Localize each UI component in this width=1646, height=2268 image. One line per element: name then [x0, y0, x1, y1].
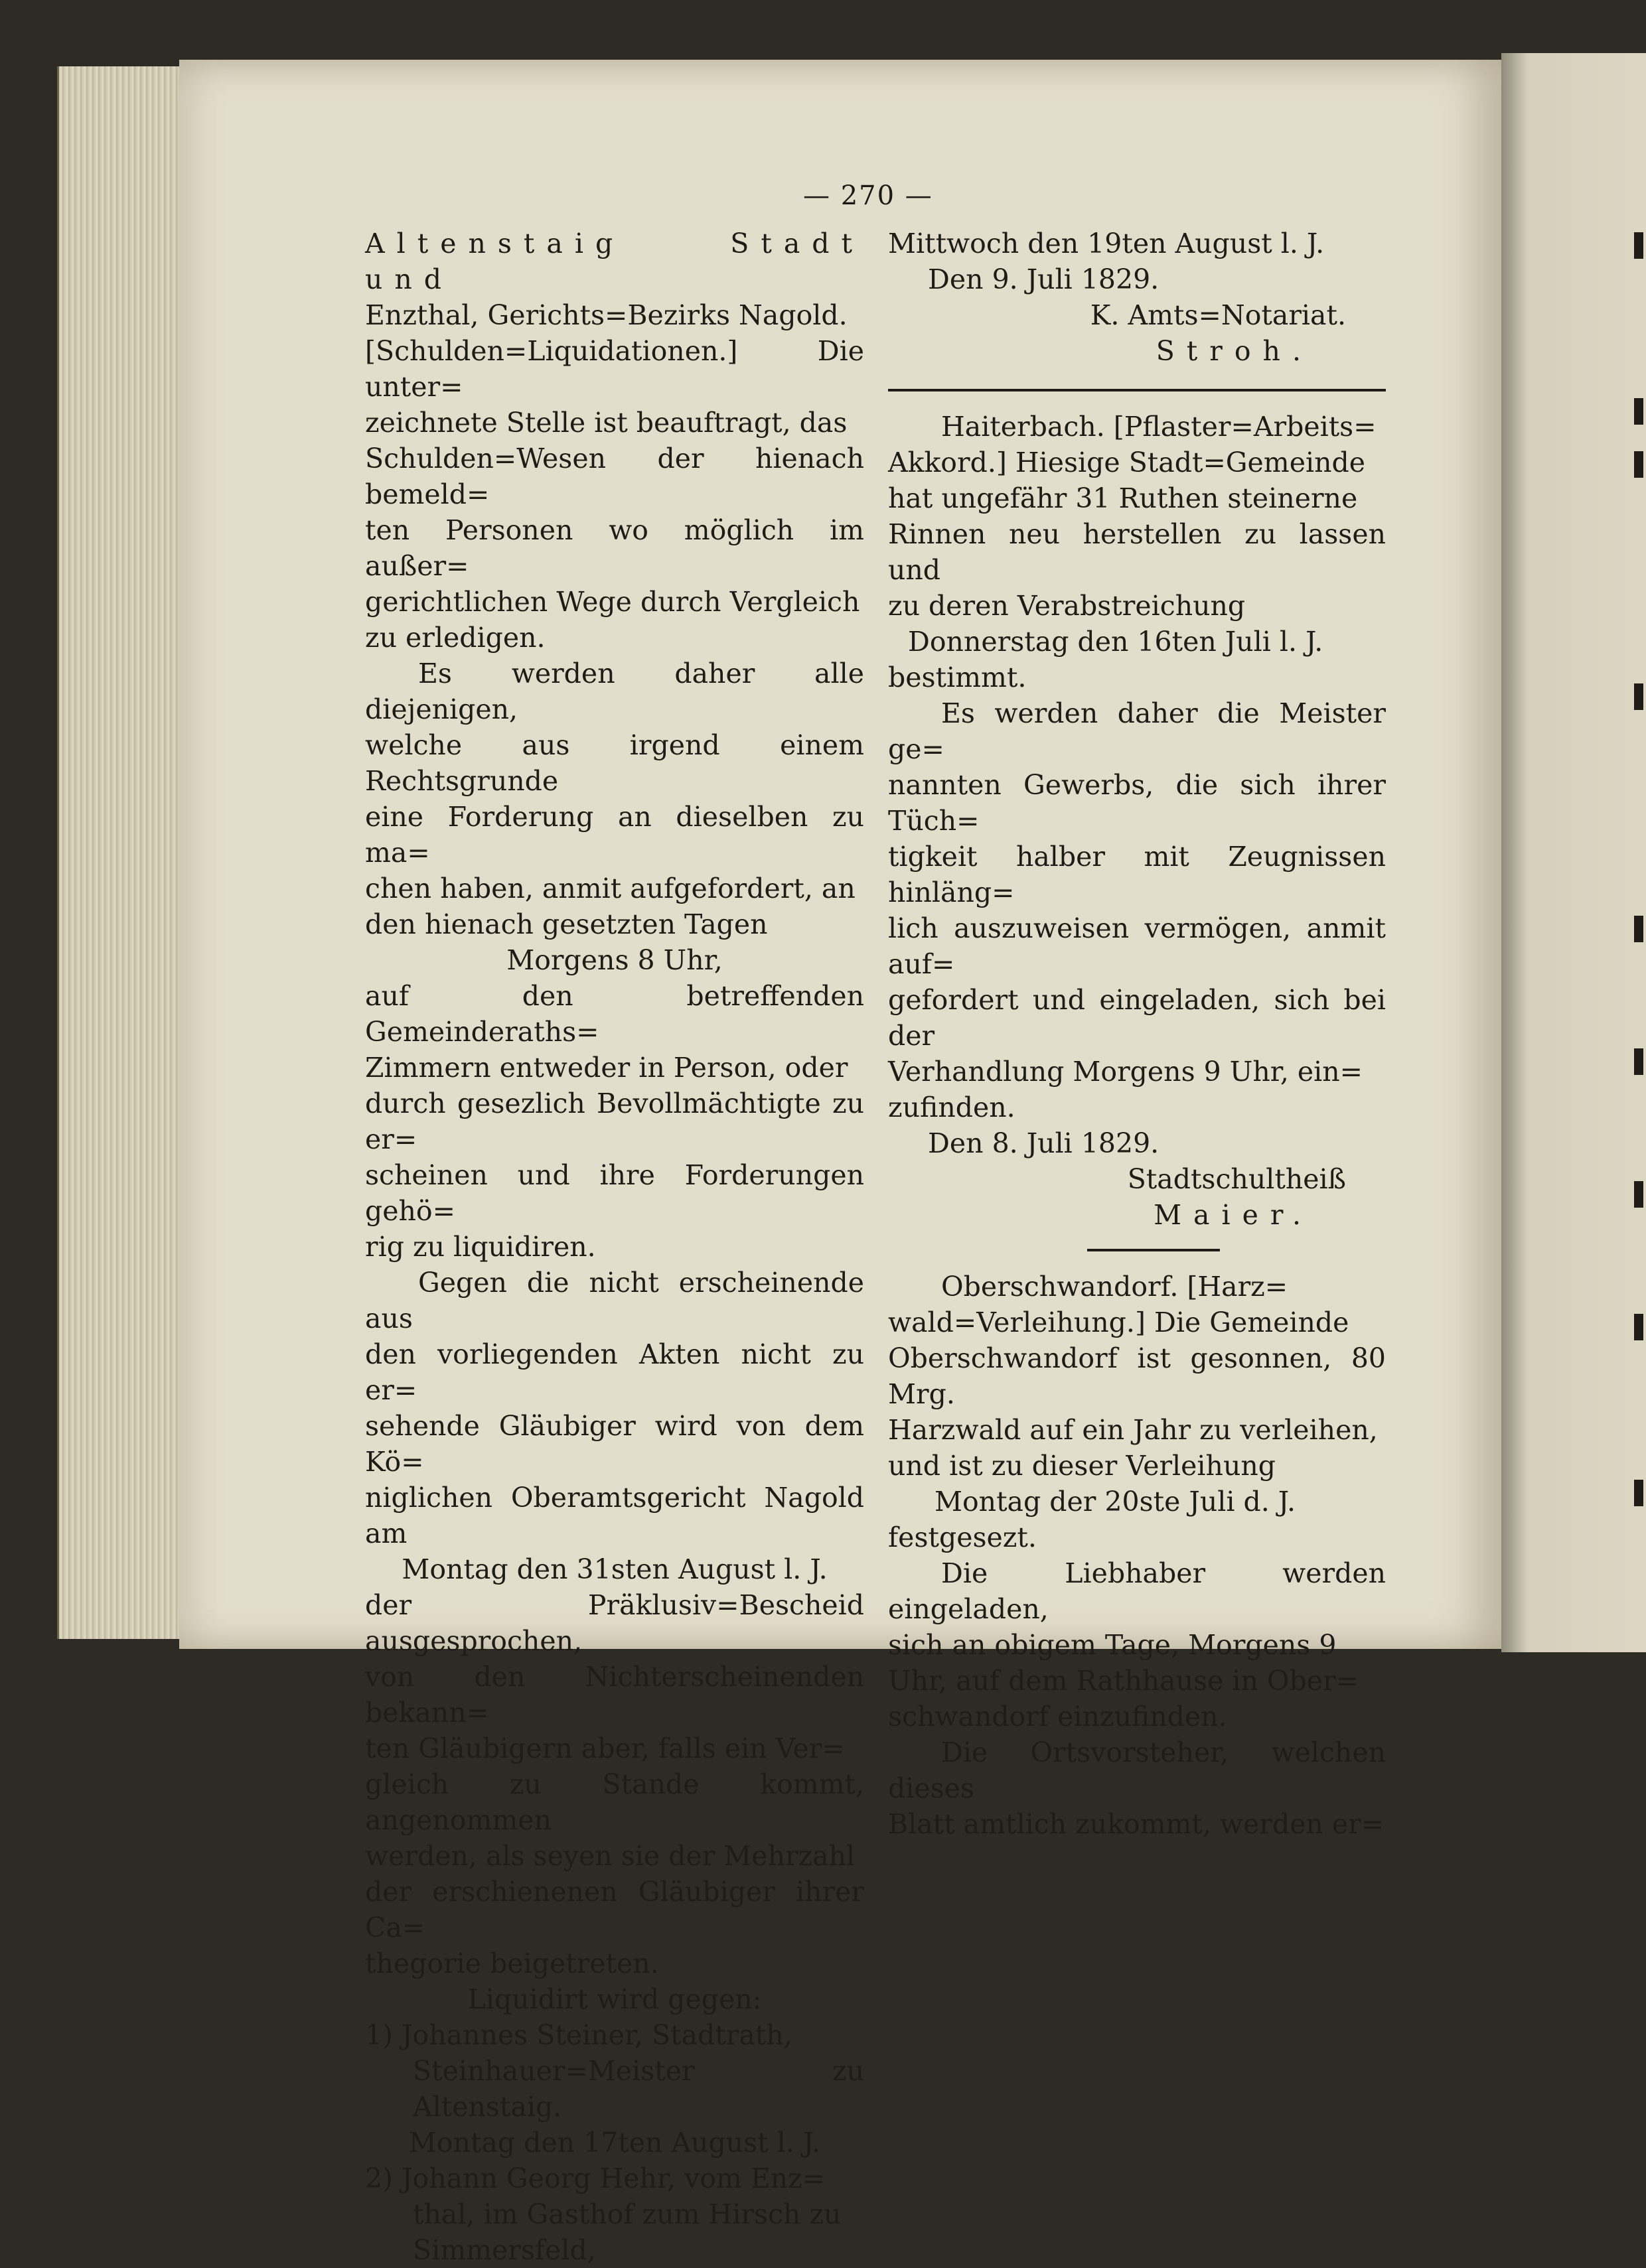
adjacent-text-fragment — [1634, 916, 1643, 942]
list-item: 1) Johannes Steiner, Stadtrath, — [365, 2019, 792, 2051]
text-line: Die Liebhaber werden eingeladen, — [888, 1557, 1386, 1625]
text-line: gleich zu Stande kommt, angenommen — [365, 1768, 864, 1836]
date-line: Montag den 31sten August l. J. — [402, 1553, 828, 1585]
text-line: auf den betreffenden Gemeinderaths= — [365, 980, 864, 1048]
text-line: eine Forderung an dieselben zu ma= — [365, 801, 864, 869]
text-line: Uhr, auf dem Rathhause in Ober= — [888, 1665, 1359, 1697]
list-item-continued: thal, im Gasthof zum Hirsch zu — [413, 2198, 842, 2230]
text-line: Zimmern entweder in Person, oder — [365, 1052, 848, 1084]
right-column — [888, 226, 1386, 1842]
text-line: tigkeit halber mit Zeugnissen hinläng= — [888, 841, 1386, 908]
adjacent-text-fragment — [1634, 1181, 1643, 1208]
date-line: Montag der 20ste Juli d. J. — [935, 1486, 1296, 1518]
adjacent-text-fragment — [1634, 683, 1643, 710]
text-line: sehende Gläubiger wird von dem Kö= — [365, 1410, 864, 1478]
signature: Stroh. — [1156, 335, 1313, 367]
text-line: Die Ortsvorsteher, welchen dieses — [888, 1736, 1386, 1804]
adjacent-text-fragment — [1634, 232, 1643, 259]
left-column — [365, 226, 864, 2268]
text-line: rig zu liquidiren. — [365, 1231, 596, 1263]
text-line: Verhandlung Morgens 9 Uhr, ein= — [888, 1056, 1363, 1088]
text-line: ten Gläubigern aber, falls ein Ver= — [365, 1733, 845, 1764]
text-line: schwandorf einzufinden. — [888, 1701, 1227, 1733]
time-line: Morgens 8 Uhr, — [506, 944, 723, 976]
text-line: Gegen die nicht erscheinende aus — [365, 1267, 864, 1334]
text-line: Enzthal, Gerichts=Bezirks Nagold. — [365, 299, 848, 331]
text-line: den vorliegenden Akten nicht zu er= — [365, 1338, 864, 1406]
text-line: werden, als seyen sie der Mehrzahl — [365, 1840, 856, 1872]
text-line: zu erledigen. — [365, 622, 546, 654]
office-line: K. Amts=Notariat. — [1090, 299, 1346, 331]
date-line: Mittwoch den 19ten August l. J. — [888, 228, 1325, 259]
text-line: lich auszuweisen vermögen, anmit auf= — [888, 912, 1386, 980]
text-line: Haiterbach. [Pflaster=Arbeits= — [941, 411, 1377, 443]
text-line: sich an obigem Tage, Morgens 9 — [888, 1629, 1337, 1661]
adjacent-text-fragment — [1634, 451, 1643, 478]
text-line: zu deren Verabstreichung — [888, 590, 1246, 622]
date-line: Donnerstag den 16ten Juli l. J. — [908, 626, 1323, 658]
text-line: durch gesezlich Bevollmächtigte zu er= — [365, 1088, 864, 1155]
page-number: — 270 — — [803, 180, 933, 211]
text-line: ten Personen wo möglich im außer= — [365, 514, 864, 582]
text-line: niglichen Oberamtsgericht Nagold am — [365, 1482, 864, 1549]
text-line: der Präklusiv=Bescheid ausgesprochen, — [365, 1589, 864, 1657]
text-line: welche aus irgend einem Rechtsgrunde — [365, 729, 864, 797]
text-line: Oberschwandorf ist gesonnen, 80 Mrg. — [888, 1342, 1386, 1410]
text-line: Schulden=Wesen der hienach bemeld= — [365, 443, 864, 510]
adjacent-page — [1501, 53, 1646, 1652]
text-line: chen haben, anmit aufgefordert, an — [365, 873, 856, 904]
dated-line: Den 8. Juli 1829. — [928, 1127, 1160, 1159]
text-line: nannten Gewerbs, die sich ihrer Tüch= — [888, 769, 1386, 837]
text-line: zufinden. — [888, 1092, 1015, 1123]
text-line: Rinnen neu herstellen zu lassen und — [888, 518, 1386, 586]
list-item-continued: Simmersfeld, — [413, 2234, 596, 2266]
text-line: thegorie beigetreten. — [365, 1948, 659, 1979]
text-line: von den Nichterscheinenden bekann= — [365, 1661, 864, 1729]
office-line: Stadtschultheiß — [1127, 1163, 1346, 1195]
date-line: Montag den 17ten August l. J. — [408, 2127, 821, 2159]
text-line: hat ungefähr 31 Ruthen steinerne — [888, 482, 1358, 514]
adjacent-text-fragment — [1634, 1048, 1643, 1075]
list-item: 2) Johann Georg Hehr, vom Enz= — [365, 2162, 826, 2194]
adjacent-text-fragment — [1634, 1314, 1643, 1340]
section-divider — [888, 389, 1386, 391]
text-line: Blatt amtlich zukommt, werden er= — [888, 1808, 1384, 1840]
text-line: Harzwald auf ein Jahr zu verleihen, — [888, 1414, 1378, 1446]
signature: Maier. — [1154, 1199, 1313, 1231]
book-page-edges — [57, 66, 192, 1639]
text-line: und ist zu dieser Verleihung — [888, 1450, 1276, 1482]
text-line: wald=Verleihung.] Die Gemeinde — [888, 1307, 1349, 1338]
text-line: der erschienenen Gläubiger ihrer Ca= — [365, 1876, 864, 1944]
text-line: festgesezt. — [888, 1522, 1037, 1553]
notice-heading: Altenstaig Stadt und — [365, 228, 864, 295]
text-line: den hienach gesetzten Tagen — [365, 908, 768, 940]
text-line: Es werden daher die Meister ge= — [888, 697, 1386, 765]
text-line: [Schulden=Liquidationen.] Die unter= — [365, 335, 864, 403]
list-item-continued: Steinhauer=Meister zu Altenstaig. — [413, 2055, 864, 2123]
dated-line: Den 9. Juli 1829. — [928, 263, 1160, 295]
text-line: scheinen und ihre Forderungen gehö= — [365, 1159, 864, 1227]
text-line: bestimmt. — [888, 662, 1027, 693]
text-line: Oberschwandorf. [Harz= — [941, 1271, 1288, 1303]
text-line: gefordert und eingeladen, sich bei der — [888, 984, 1386, 1052]
text-line: gerichtlichen Wege durch Vergleich — [365, 586, 860, 618]
section-divider — [1087, 1249, 1220, 1251]
adjacent-text-fragment — [1634, 398, 1643, 425]
text-line: zeichnete Stelle ist beauftragt, das — [365, 407, 848, 439]
text-line: Es werden daher alle diejenigen, — [365, 658, 864, 725]
text-line: Akkord.] Hiesige Stadt=Gemeinde — [888, 447, 1365, 478]
list-intro: Liquidirt wird gegen: — [467, 1983, 762, 2015]
adjacent-text-fragment — [1634, 1480, 1643, 1506]
